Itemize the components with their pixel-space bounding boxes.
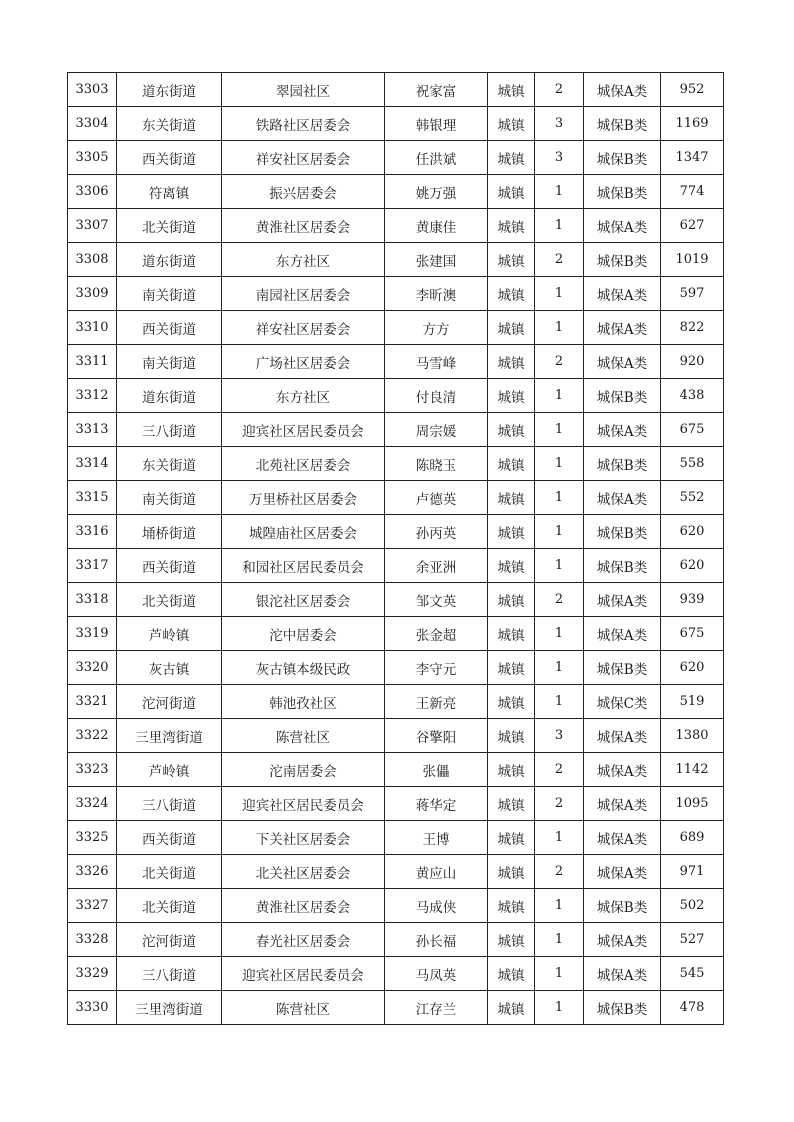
table-row: [68, 413, 724, 447]
cell-household-size: 2: [535, 855, 584, 889]
cell-category: 城保B类: [584, 175, 661, 209]
cell-street: 北关街道: [117, 583, 222, 617]
cell-record-id: 3312: [68, 379, 117, 413]
cell-area-type: 城镇: [488, 379, 535, 413]
cell-amount: 920: [661, 345, 724, 379]
cell-record-id: 3329: [68, 957, 117, 991]
cell-street: 道东街道: [117, 243, 222, 277]
cell-household-size: 1: [535, 311, 584, 345]
cell-person-name: 韩银理: [385, 107, 488, 141]
relief-roster-table: [67, 72, 724, 1025]
cell-category: 城保B类: [584, 991, 661, 1025]
cell-community: 迎宾社区居民委员会: [222, 957, 385, 991]
cell-household-size: 2: [535, 787, 584, 821]
table-body: [68, 73, 724, 1025]
table-row: [68, 651, 724, 685]
cell-street: 西关街道: [117, 311, 222, 345]
cell-household-size: 1: [535, 413, 584, 447]
cell-amount: 597: [661, 277, 724, 311]
cell-amount: 675: [661, 617, 724, 651]
cell-street: 道东街道: [117, 73, 222, 107]
cell-area-type: 城镇: [488, 685, 535, 719]
cell-community: 春光社区居委会: [222, 923, 385, 957]
cell-category: 城保A类: [584, 413, 661, 447]
cell-person-name: 张儡: [385, 753, 488, 787]
table-row: [68, 583, 724, 617]
cell-community: 城隍庙社区居委会: [222, 515, 385, 549]
cell-amount: 675: [661, 413, 724, 447]
table-row: [68, 345, 724, 379]
cell-street: 三八街道: [117, 957, 222, 991]
cell-category: 城保B类: [584, 447, 661, 481]
cell-community: 黄淮社区居委会: [222, 209, 385, 243]
cell-street: 北关街道: [117, 889, 222, 923]
cell-person-name: 卢德英: [385, 481, 488, 515]
cell-category: 城保B类: [584, 107, 661, 141]
cell-category: 城保A类: [584, 73, 661, 107]
cell-person-name: 邹文英: [385, 583, 488, 617]
cell-amount: 519: [661, 685, 724, 719]
cell-street: 符离镇: [117, 175, 222, 209]
cell-street: 北关街道: [117, 209, 222, 243]
table-row: [68, 855, 724, 889]
cell-community: 北关社区居委会: [222, 855, 385, 889]
cell-amount: 689: [661, 821, 724, 855]
table-row: [68, 787, 724, 821]
cell-record-id: 3311: [68, 345, 117, 379]
cell-amount: 478: [661, 991, 724, 1025]
cell-area-type: 城镇: [488, 583, 535, 617]
cell-person-name: 马雪峰: [385, 345, 488, 379]
table-row: [68, 311, 724, 345]
cell-amount: 552: [661, 481, 724, 515]
cell-record-id: 3325: [68, 821, 117, 855]
table-row: [68, 515, 724, 549]
cell-person-name: 姚万强: [385, 175, 488, 209]
cell-household-size: 1: [535, 821, 584, 855]
cell-category: 城保A类: [584, 923, 661, 957]
cell-amount: 774: [661, 175, 724, 209]
cell-record-id: 3328: [68, 923, 117, 957]
table-row: [68, 821, 724, 855]
cell-street: 沱河街道: [117, 923, 222, 957]
cell-community: 陈营社区: [222, 991, 385, 1025]
cell-community: 下关社区居委会: [222, 821, 385, 855]
cell-area-type: 城镇: [488, 243, 535, 277]
cell-record-id: 3324: [68, 787, 117, 821]
cell-area-type: 城镇: [488, 821, 535, 855]
cell-category: 城保A类: [584, 277, 661, 311]
cell-community: 祥安社区居委会: [222, 141, 385, 175]
cell-street: 三八街道: [117, 787, 222, 821]
cell-person-name: 王博: [385, 821, 488, 855]
cell-amount: 1095: [661, 787, 724, 821]
cell-household-size: 1: [535, 651, 584, 685]
table-row: [68, 379, 724, 413]
cell-category: 城保B类: [584, 889, 661, 923]
cell-area-type: 城镇: [488, 107, 535, 141]
cell-category: 城保B类: [584, 141, 661, 175]
cell-category: 城保A类: [584, 957, 661, 991]
cell-street: 南关街道: [117, 277, 222, 311]
cell-person-name: 黄应山: [385, 855, 488, 889]
cell-category: 城保B类: [584, 515, 661, 549]
cell-street: 北关街道: [117, 855, 222, 889]
cell-person-name: 王新亮: [385, 685, 488, 719]
cell-community: 翠园社区: [222, 73, 385, 107]
cell-household-size: 1: [535, 447, 584, 481]
cell-person-name: 张金超: [385, 617, 488, 651]
table-row: [68, 991, 724, 1025]
cell-person-name: 马成侠: [385, 889, 488, 923]
table-row: [68, 141, 724, 175]
cell-community: 万里桥社区居委会: [222, 481, 385, 515]
cell-amount: 620: [661, 549, 724, 583]
cell-category: 城保A类: [584, 617, 661, 651]
table-row: [68, 923, 724, 957]
table-row: [68, 481, 724, 515]
cell-record-id: 3322: [68, 719, 117, 753]
cell-record-id: 3321: [68, 685, 117, 719]
cell-person-name: 江存兰: [385, 991, 488, 1025]
cell-area-type: 城镇: [488, 175, 535, 209]
cell-community: 迎宾社区居民委员会: [222, 413, 385, 447]
cell-amount: 558: [661, 447, 724, 481]
cell-household-size: 1: [535, 209, 584, 243]
cell-record-id: 3319: [68, 617, 117, 651]
cell-street: 灰古镇: [117, 651, 222, 685]
cell-household-size: 1: [535, 277, 584, 311]
cell-category: 城保A类: [584, 821, 661, 855]
cell-area-type: 城镇: [488, 209, 535, 243]
cell-record-id: 3323: [68, 753, 117, 787]
cell-household-size: 1: [535, 515, 584, 549]
cell-community: 黄淮社区居委会: [222, 889, 385, 923]
cell-area-type: 城镇: [488, 651, 535, 685]
cell-category: 城保B类: [584, 379, 661, 413]
cell-community: 迎宾社区居民委员会: [222, 787, 385, 821]
cell-record-id: 3306: [68, 175, 117, 209]
cell-amount: 939: [661, 583, 724, 617]
table-row: [68, 175, 724, 209]
cell-street: 埇桥街道: [117, 515, 222, 549]
table-row: [68, 243, 724, 277]
cell-street: 南关街道: [117, 345, 222, 379]
cell-record-id: 3314: [68, 447, 117, 481]
cell-amount: 620: [661, 515, 724, 549]
cell-area-type: 城镇: [488, 753, 535, 787]
cell-area-type: 城镇: [488, 515, 535, 549]
cell-amount: 1380: [661, 719, 724, 753]
cell-street: 东关街道: [117, 107, 222, 141]
cell-community: 铁路社区居委会: [222, 107, 385, 141]
cell-street: 芦岭镇: [117, 617, 222, 651]
cell-person-name: 谷擎阳: [385, 719, 488, 753]
cell-amount: 952: [661, 73, 724, 107]
cell-household-size: 1: [535, 685, 584, 719]
cell-area-type: 城镇: [488, 481, 535, 515]
table-row: [68, 73, 724, 107]
cell-person-name: 祝家富: [385, 73, 488, 107]
cell-area-type: 城镇: [488, 311, 535, 345]
cell-person-name: 陈晓玉: [385, 447, 488, 481]
cell-household-size: 1: [535, 889, 584, 923]
cell-household-size: 1: [535, 991, 584, 1025]
cell-area-type: 城镇: [488, 855, 535, 889]
cell-person-name: 孙丙英: [385, 515, 488, 549]
cell-amount: 502: [661, 889, 724, 923]
cell-record-id: 3330: [68, 991, 117, 1025]
cell-record-id: 3326: [68, 855, 117, 889]
table-row: [68, 549, 724, 583]
table-row: [68, 617, 724, 651]
cell-person-name: 方方: [385, 311, 488, 345]
cell-household-size: 3: [535, 107, 584, 141]
cell-amount: 1169: [661, 107, 724, 141]
cell-household-size: 1: [535, 175, 584, 209]
cell-street: 东关街道: [117, 447, 222, 481]
cell-category: 城保A类: [584, 481, 661, 515]
cell-street: 三八街道: [117, 413, 222, 447]
table-row: [68, 889, 724, 923]
cell-area-type: 城镇: [488, 413, 535, 447]
cell-household-size: 2: [535, 73, 584, 107]
cell-area-type: 城镇: [488, 277, 535, 311]
cell-community: 广场社区居委会: [222, 345, 385, 379]
cell-record-id: 3318: [68, 583, 117, 617]
cell-record-id: 3327: [68, 889, 117, 923]
cell-street: 沱河街道: [117, 685, 222, 719]
cell-record-id: 3308: [68, 243, 117, 277]
cell-record-id: 3316: [68, 515, 117, 549]
cell-person-name: 余亚洲: [385, 549, 488, 583]
cell-area-type: 城镇: [488, 923, 535, 957]
cell-amount: 1347: [661, 141, 724, 175]
cell-amount: 1019: [661, 243, 724, 277]
cell-person-name: 蒋华定: [385, 787, 488, 821]
cell-category: 城保C类: [584, 685, 661, 719]
cell-community: 东方社区: [222, 243, 385, 277]
cell-street: 西关街道: [117, 141, 222, 175]
cell-area-type: 城镇: [488, 719, 535, 753]
cell-community: 灰古镇本级民政: [222, 651, 385, 685]
table-row: [68, 753, 724, 787]
cell-household-size: 3: [535, 141, 584, 175]
cell-amount: 620: [661, 651, 724, 685]
cell-area-type: 城镇: [488, 345, 535, 379]
cell-household-size: 2: [535, 753, 584, 787]
cell-record-id: 3310: [68, 311, 117, 345]
cell-area-type: 城镇: [488, 549, 535, 583]
cell-community: 祥安社区居委会: [222, 311, 385, 345]
cell-category: 城保A类: [584, 787, 661, 821]
cell-person-name: 黄康佳: [385, 209, 488, 243]
cell-category: 城保A类: [584, 855, 661, 889]
cell-household-size: 1: [535, 481, 584, 515]
cell-record-id: 3309: [68, 277, 117, 311]
cell-record-id: 3313: [68, 413, 117, 447]
cell-record-id: 3304: [68, 107, 117, 141]
cell-area-type: 城镇: [488, 141, 535, 175]
cell-record-id: 3320: [68, 651, 117, 685]
cell-category: 城保A类: [584, 311, 661, 345]
cell-community: 陈营社区: [222, 719, 385, 753]
cell-street: 西关街道: [117, 549, 222, 583]
cell-area-type: 城镇: [488, 889, 535, 923]
cell-community: 南园社区居委会: [222, 277, 385, 311]
cell-amount: 527: [661, 923, 724, 957]
cell-record-id: 3317: [68, 549, 117, 583]
cell-area-type: 城镇: [488, 991, 535, 1025]
cell-person-name: 李守元: [385, 651, 488, 685]
table-row: [68, 209, 724, 243]
cell-amount: 438: [661, 379, 724, 413]
cell-household-size: 3: [535, 719, 584, 753]
table-row: [68, 277, 724, 311]
cell-person-name: 马凤英: [385, 957, 488, 991]
cell-street: 芦岭镇: [117, 753, 222, 787]
cell-category: 城保A类: [584, 753, 661, 787]
cell-household-size: 1: [535, 957, 584, 991]
cell-category: 城保A类: [584, 719, 661, 753]
cell-household-size: 2: [535, 243, 584, 277]
cell-area-type: 城镇: [488, 957, 535, 991]
cell-community: 和园社区居民委员会: [222, 549, 385, 583]
cell-amount: 971: [661, 855, 724, 889]
cell-street: 道东街道: [117, 379, 222, 413]
cell-amount: 822: [661, 311, 724, 345]
cell-community: 银沱社区居委会: [222, 583, 385, 617]
cell-community: 沱南居委会: [222, 753, 385, 787]
cell-community: 振兴居委会: [222, 175, 385, 209]
cell-record-id: 3305: [68, 141, 117, 175]
cell-person-name: 孙长福: [385, 923, 488, 957]
cell-category: 城保A类: [584, 345, 661, 379]
cell-community: 东方社区: [222, 379, 385, 413]
cell-household-size: 1: [535, 923, 584, 957]
cell-category: 城保A类: [584, 583, 661, 617]
cell-household-size: 1: [535, 379, 584, 413]
cell-community: 北苑社区居委会: [222, 447, 385, 481]
cell-category: 城保B类: [584, 243, 661, 277]
cell-category: 城保B类: [584, 549, 661, 583]
cell-street: 三里湾街道: [117, 991, 222, 1025]
cell-household-size: 2: [535, 583, 584, 617]
cell-street: 南关街道: [117, 481, 222, 515]
cell-area-type: 城镇: [488, 73, 535, 107]
cell-category: 城保B类: [584, 651, 661, 685]
table-row: [68, 107, 724, 141]
cell-person-name: 张建国: [385, 243, 488, 277]
cell-street: 西关街道: [117, 821, 222, 855]
cell-record-id: 3307: [68, 209, 117, 243]
table-row: [68, 957, 724, 991]
cell-household-size: 1: [535, 549, 584, 583]
cell-person-name: 任洪斌: [385, 141, 488, 175]
cell-record-id: 3315: [68, 481, 117, 515]
cell-person-name: 李昕澳: [385, 277, 488, 311]
cell-household-size: 1: [535, 617, 584, 651]
table-row: [68, 447, 724, 481]
cell-community: 韩池孜社区: [222, 685, 385, 719]
table-row: [68, 719, 724, 753]
cell-category: 城保A类: [584, 209, 661, 243]
cell-area-type: 城镇: [488, 617, 535, 651]
cell-community: 沱中居委会: [222, 617, 385, 651]
table-row: [68, 685, 724, 719]
cell-record-id: 3303: [68, 73, 117, 107]
cell-area-type: 城镇: [488, 447, 535, 481]
cell-amount: 627: [661, 209, 724, 243]
cell-street: 三里湾街道: [117, 719, 222, 753]
cell-person-name: 付良清: [385, 379, 488, 413]
cell-amount: 1142: [661, 753, 724, 787]
cell-household-size: 2: [535, 345, 584, 379]
cell-area-type: 城镇: [488, 787, 535, 821]
cell-person-name: 周宗媛: [385, 413, 488, 447]
cell-amount: 545: [661, 957, 724, 991]
